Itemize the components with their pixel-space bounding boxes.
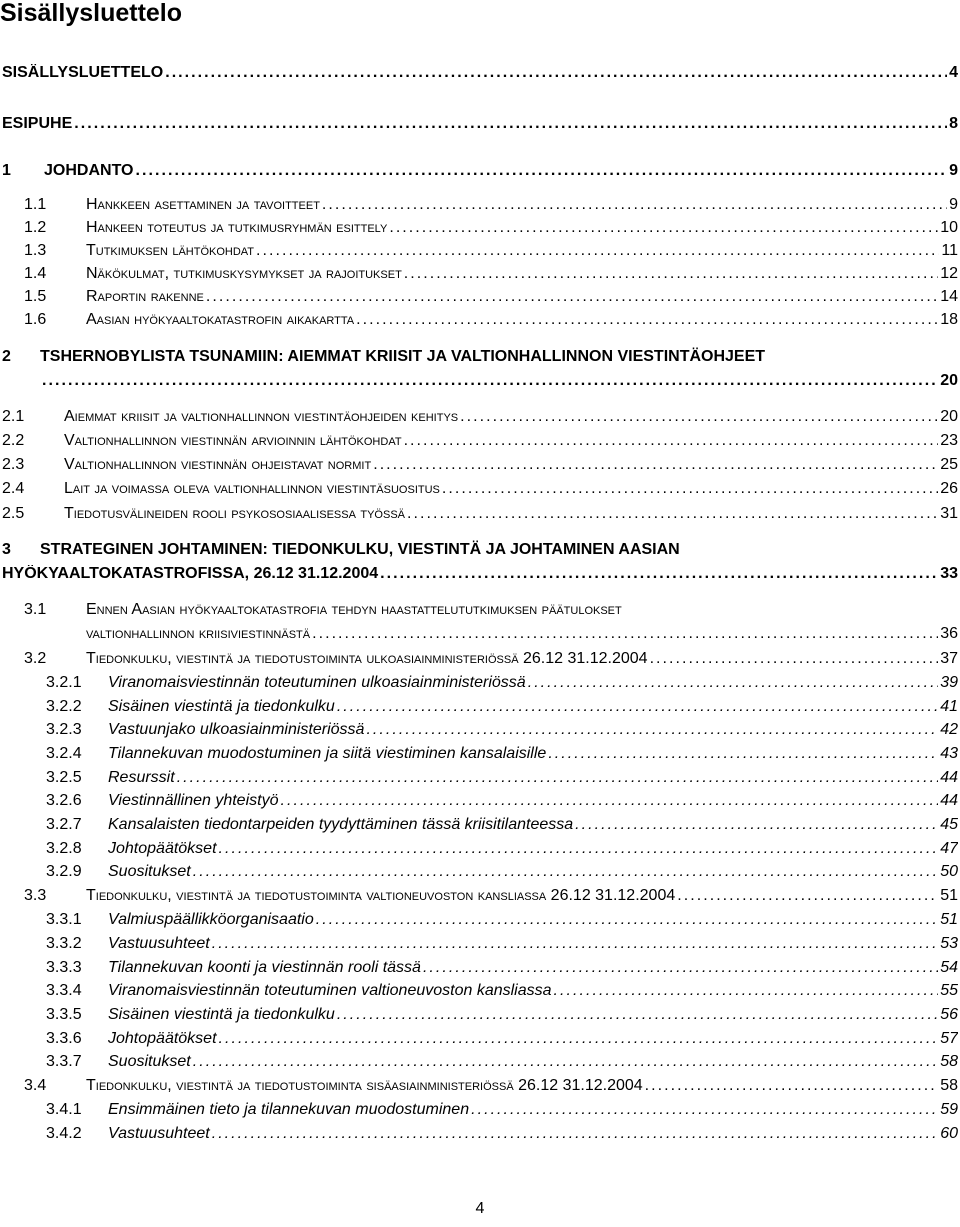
entry-number: 1.1 (24, 196, 47, 213)
dot-leader (528, 674, 939, 692)
dot-leader (373, 456, 938, 474)
entry-number: 2.5 (2, 505, 25, 522)
entry-number: 1.6 (24, 311, 47, 328)
entry-number: 3.3.3 (46, 959, 82, 976)
dot-leader (645, 1077, 939, 1095)
entry-title: Tiedonkulku, viestintä ja tiedotustoiminta ulkoasiainministeriössä 26.12 31.12.2004 (86, 650, 648, 667)
dot-leader (460, 408, 938, 426)
entry-title: Tilannekuvan muodostuminen ja siitä viestiminen kansalaisille (108, 745, 547, 762)
dot-leader (575, 816, 938, 834)
entry-number: 3.4.2 (46, 1125, 82, 1142)
dot-leader (74, 115, 947, 133)
entry-page: 44 (940, 769, 958, 786)
entry-page: 47 (940, 840, 958, 857)
dot-leader (193, 1053, 938, 1071)
entry-page: 20 (940, 372, 958, 389)
entry-page: 41 (940, 698, 958, 715)
entry-page: 36 (940, 625, 958, 642)
entry-page: 9 (949, 162, 958, 179)
entry-number: 3.3.1 (46, 911, 82, 928)
dot-leader (548, 745, 938, 763)
dot-leader (280, 792, 938, 810)
entry-title: Valtionhallinnon viestinnän ohjeistavat normit (64, 456, 372, 473)
dot-leader (42, 372, 938, 390)
entry-page: 58 (940, 1077, 958, 1094)
dot-leader (404, 432, 939, 450)
entry-page: 53 (940, 935, 958, 952)
toc-entry[interactable] (0, 1030, 958, 1048)
dot-leader (322, 196, 947, 214)
toc-entry[interactable] (0, 887, 958, 905)
toc-entry[interactable] (0, 1101, 958, 1119)
entry-page: 33 (940, 565, 958, 582)
entry-page: 25 (940, 456, 958, 473)
toc-entry[interactable] (0, 1125, 958, 1143)
toc-entry[interactable] (0, 982, 958, 1000)
toc-entry[interactable] (0, 769, 958, 787)
entry-title: Lait ja voimassa oleva valtionhallinnon viestintäsuositus (64, 480, 440, 497)
dot-leader (554, 982, 939, 1000)
entry-number: 3.2.1 (46, 674, 82, 691)
dot-leader (136, 162, 948, 180)
dot-leader (423, 959, 938, 977)
entry-title: Aasian hyökyaaltokatastrofin aikakartta (86, 311, 355, 328)
entry-title-continued: HYÖKYAALTOKATASTROFISSA, 26.12 31.12.2004 (2, 565, 379, 582)
toc-entry[interactable] (0, 162, 958, 180)
dot-leader (442, 480, 938, 498)
toc-entry[interactable] (0, 265, 958, 283)
toc-entry[interactable] (0, 674, 958, 692)
entry-page: 43 (940, 745, 958, 762)
entry-title: Resurssit (108, 769, 175, 786)
entry-number: 3.2.3 (46, 721, 82, 738)
entry-title: Viranomaisviestinnän toteutuminen ulkoasiainministeriössä (108, 674, 526, 691)
entry-number: 3.2.5 (46, 769, 82, 786)
entry-page: 39 (940, 674, 958, 691)
toc-entry[interactable] (0, 432, 958, 450)
toc-entry[interactable] (0, 1077, 958, 1095)
entry-title: Suositukset (108, 1053, 191, 1070)
toc-entry[interactable] (0, 721, 958, 739)
entry-number: 3.2.8 (46, 840, 82, 857)
entry-page: 42 (940, 721, 958, 738)
entry-title: Raportin rakenne (86, 288, 204, 305)
entry-number: 1.5 (24, 288, 47, 305)
entry-page: 10 (940, 219, 958, 236)
entry-title: Sisäinen viestintä ja tiedonkulku (108, 698, 335, 715)
entry-page: 55 (940, 982, 958, 999)
entry-title: Tiedonkulku, viestintä ja tiedotustoiminta sisäasiainministeriössä 26.12 31.12.2004 (86, 1077, 643, 1094)
entry-title: Valmiuspäällikköorganisaatio (108, 911, 314, 928)
toc-entry[interactable] (0, 863, 958, 881)
dot-leader (337, 698, 938, 716)
toc-entry[interactable] (0, 242, 958, 260)
entry-number: 2.2 (2, 432, 25, 449)
toc-entry[interactable] (0, 840, 958, 858)
dot-leader (316, 911, 938, 929)
dot-leader (219, 1030, 939, 1048)
entry-page: 51 (940, 911, 958, 928)
page-title: Sisällysluettelo (0, 0, 183, 27)
entry-number: 2.3 (2, 456, 25, 473)
entry-title: JOHDANTO (44, 162, 134, 179)
entry-page: 14 (940, 288, 958, 305)
dot-leader (404, 265, 938, 283)
dot-leader (650, 650, 939, 668)
entry-title: Ennen Aasian hyökyaaltokatastrofia tehdyn haastattelututkimuksen päätulokset (86, 601, 622, 618)
toc-entry[interactable] (0, 1053, 958, 1071)
toc-entry[interactable] (0, 792, 958, 810)
entry-page: 12 (940, 265, 958, 282)
entry-number: 3.1 (24, 601, 47, 618)
entry-title: Kansalaisten tiedontarpeiden tyydyttäminen tässä kriisitilanteessa (108, 816, 574, 833)
entry-page: 44 (940, 792, 958, 809)
toc-entry[interactable] (0, 480, 958, 498)
entry-number: 1 (2, 162, 11, 179)
entry-number: 3.3.6 (46, 1030, 82, 1047)
entry-title: TSHERNOBYLISTA TSUNAMIIN: AIEMMAT KRIISIT JA VALTIONHALLINNON VIESTINTÄOHJEET (40, 348, 766, 365)
entry-number: 3.4 (24, 1077, 47, 1094)
entry-number: 2.4 (2, 480, 25, 497)
toc-entry[interactable] (0, 745, 958, 763)
entry-number: 2 (2, 348, 11, 365)
dot-leader (389, 219, 938, 237)
dot-leader (312, 625, 938, 643)
dot-leader (206, 288, 938, 306)
entry-title: Vastuunjako ulkoasiainministeriössä (108, 721, 365, 738)
toc-entry[interactable] (0, 311, 958, 329)
toc-entry[interactable] (0, 196, 958, 214)
entry-page: 23 (940, 432, 958, 449)
toc-entry[interactable] (0, 408, 958, 426)
entry-number: 3.3 (24, 887, 47, 904)
dot-leader (366, 721, 938, 739)
dot-leader (165, 64, 947, 82)
entry-number: 3.2 (24, 650, 47, 667)
dot-leader (177, 769, 939, 787)
toc-entry[interactable] (0, 650, 958, 668)
entry-number: 3.2.2 (46, 698, 82, 715)
entry-title: Hankkeen asettaminen ja tavoitteet (86, 196, 320, 213)
entry-title: ESIPUHE (2, 115, 73, 132)
entry-title: SISÄLLYSLUETTELO (2, 64, 164, 81)
entry-title: Vastuusuhteet (108, 935, 210, 952)
toc-entry[interactable] (0, 219, 958, 237)
entry-title: Johtopäätökset (108, 840, 217, 857)
entry-title: Ensimmäinen tieto ja tilannekuvan muodostuminen (108, 1101, 470, 1118)
entry-number: 1.4 (24, 265, 47, 282)
entry-page: 4 (949, 64, 958, 81)
dot-leader (256, 242, 939, 260)
entry-page: 20 (940, 408, 958, 425)
entry-number: 3.3.4 (46, 982, 82, 999)
dot-leader (407, 505, 938, 523)
entry-number: 3.2.6 (46, 792, 82, 809)
entry-title: Valtionhallinnon viestinnän arvioinnin lähtökohdat (64, 432, 402, 449)
entry-page: 51 (940, 887, 958, 904)
entry-page: 9 (949, 196, 958, 213)
entry-page: 54 (940, 959, 958, 976)
toc-entry[interactable] (0, 698, 958, 716)
dot-leader (212, 935, 939, 953)
entry-page: 8 (949, 115, 958, 132)
toc-entry[interactable] (0, 959, 958, 977)
dot-leader (356, 311, 938, 329)
toc-entry[interactable] (0, 288, 958, 306)
dot-leader (219, 840, 939, 858)
entry-title: STRATEGINEN JOHTAMINEN: TIEDONKULKU, VIESTINTÄ JA JOHTAMINEN AASIAN (40, 541, 680, 558)
entry-title: Viranomaisviestinnän toteutuminen valtioneuvoston kansliassa (108, 982, 552, 999)
entry-number: 2.1 (2, 408, 25, 425)
entry-page: 37 (940, 650, 958, 667)
entry-title: Tiedonkulku, viestintä ja tiedotustoiminta valtioneuvoston kansliassa 26.12 31.12.2004 (86, 887, 676, 904)
entry-number: 3.2.4 (46, 745, 82, 762)
entry-number: 3.2.9 (46, 863, 82, 880)
toc-entry-3-1-leader[interactable] (0, 625, 958, 643)
toc-entry[interactable] (0, 505, 958, 523)
entry-title: Tilannekuvan koonti ja viestinnän rooli tässä (108, 959, 421, 976)
toc-entry-chapter-3-title[interactable] (0, 541, 960, 559)
toc-entry[interactable] (0, 115, 958, 133)
entry-number: 3.3.2 (46, 935, 82, 952)
toc-entry[interactable] (0, 935, 958, 953)
entry-number: 3.4.1 (46, 1101, 82, 1118)
toc-entry[interactable] (0, 816, 958, 834)
toc-entry-chapter-3-leader[interactable] (0, 565, 958, 583)
entry-page: 58 (940, 1053, 958, 1070)
toc-entry[interactable] (0, 456, 958, 474)
entry-page: 18 (940, 311, 958, 328)
entry-page: 26 (940, 480, 958, 497)
entry-title: Aiemmat kriisit ja valtionhallinnon viestintäohjeiden kehitys (64, 408, 459, 425)
entry-page: 50 (940, 863, 958, 880)
dot-leader (677, 887, 938, 905)
entry-number: 1.3 (24, 242, 47, 259)
toc-entry-chapter-2-title[interactable] (0, 348, 960, 366)
toc-entry[interactable] (0, 1006, 958, 1024)
entry-title: Tiedotusvälineiden rooli psykososiaalisessa työssä (64, 505, 405, 522)
entry-page: 11 (941, 242, 958, 259)
entry-title: Viestinnällinen yhteistyö (108, 792, 279, 809)
page-number: 4 (475, 1200, 485, 1217)
entry-title: Tutkimuksen lähtökohdat (86, 242, 255, 259)
entry-page: 60 (940, 1125, 958, 1142)
entry-page: 56 (940, 1006, 958, 1023)
entry-title: Hankeen toteutus ja tutkimusryhmän esittely (86, 219, 388, 236)
toc-entry-3-1-title[interactable] (0, 601, 960, 619)
entry-number: 1.2 (24, 219, 47, 236)
toc-entry[interactable] (0, 64, 958, 82)
entry-number: 3 (2, 541, 11, 558)
dot-leader (337, 1006, 938, 1024)
dot-leader (471, 1101, 938, 1119)
toc-entry[interactable] (0, 911, 958, 929)
entry-number: 3.3.7 (46, 1053, 82, 1070)
entry-page: 31 (940, 505, 958, 522)
entry-page: 59 (940, 1101, 958, 1118)
entry-title: Johtopäätökset (108, 1030, 217, 1047)
entry-page: 57 (940, 1030, 958, 1047)
entry-title: Vastuusuhteet (108, 1125, 210, 1142)
entry-title: Sisäinen viestintä ja tiedonkulku (108, 1006, 335, 1023)
entry-number: 3.2.7 (46, 816, 82, 833)
dot-leader (193, 863, 938, 881)
entry-title-continued: valtionhallinnon kriisiviestinnästä (86, 625, 311, 642)
dot-leader (212, 1125, 939, 1143)
entry-title: Suositukset (108, 863, 191, 880)
entry-number: 3.3.5 (46, 1006, 82, 1023)
toc-entry-chapter-2-leader[interactable] (0, 372, 958, 390)
entry-title: Näkökulmat, tutkimuskysymykset ja rajoitukset (86, 265, 402, 282)
entry-page: 45 (940, 816, 958, 833)
dot-leader (380, 565, 938, 583)
